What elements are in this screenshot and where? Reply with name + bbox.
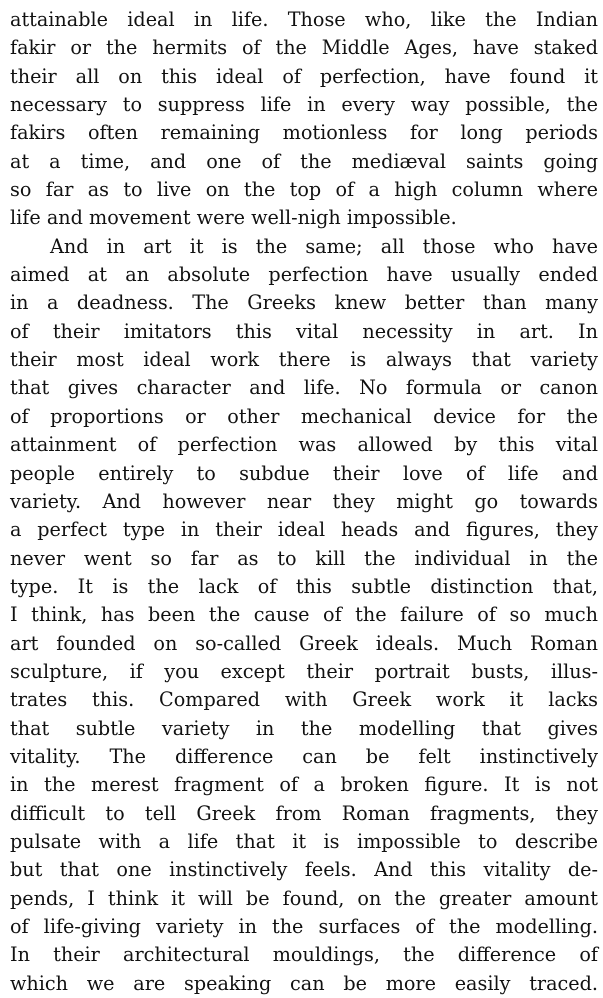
text-line: but that one instinctively feels. And this vitality de- [10,858,598,882]
text-line: type. It is the lack of this subtle distinction that, [10,574,598,598]
text-line: art founded on so-called Greek ideals. Much Roman [10,631,598,655]
text-line: difficult to tell Greek from Roman fragments, they [10,801,598,825]
text-line: vitality. The difference can be felt instinctively [10,744,598,768]
text-line: aimed at an absolute perfection have usually ended [10,263,598,287]
text-line: at a time, and one of the mediæval saints going [10,149,598,173]
text-line: so far as to live on the top of a high column where [10,178,598,202]
text-line: never went so far as to kill the individual in the [10,546,598,570]
text-line: fakirs often remaining motionless for long periods [10,121,598,145]
text-line: trates this. Compared with Greek work it lacks [10,688,598,712]
text-line: their most ideal work there is always that variety [10,348,598,372]
text-line: pends, I think it will be found, on the greater amount [10,886,598,910]
text-line: in the merest fragment of a broken figure. It is not [10,773,598,797]
text-line: pulsate with a life that it is impossible to describe [10,829,598,853]
text-line: In their architectural mouldings, the difference of [10,943,598,967]
text-line: which we are speaking can be more easily traced. [10,971,598,995]
text-line: fakir or the hermits of the Middle Ages, have staked [10,36,598,60]
text-line: necessary to suppress life in every way possible, the [10,93,598,117]
text-line: people entirely to subdue their love of life and [10,461,598,485]
text-line: that gives character and life. No formula or canon [10,376,598,400]
document-page [10,6,598,998]
text-line: attainment of perfection was allowed by this vital [10,433,598,457]
text-line: of proportions or other mechanical device for the [10,404,598,428]
text-line: life and movement were well-nigh impossible. [10,206,457,230]
text-line: I think, has been the cause of the failure of so much [10,603,598,627]
paragraph-1 [10,6,598,233]
text-line: in a deadness. The Greeks knew better than many [10,291,598,315]
text-line: sculpture, if you except their portrait busts, illus- [10,659,598,683]
text-line: attainable ideal in life. Those who, like the Indian [10,8,598,31]
paragraph-2 [10,233,598,998]
text-line: a perfect type in their ideal heads and figures, they [10,518,598,542]
text-line: that subtle variety in the modelling that gives [10,716,598,740]
text-line: variety. And however near they might go towards [10,489,598,513]
text-line: of life-giving variety in the surfaces of the modelling. [10,915,598,938]
text-line: of their imitators this vital necessity in art. In [10,319,598,343]
text-line: And in art it is the same; all those who have [50,234,598,258]
text-line: their all on this ideal of perfection, have found it [10,64,598,88]
